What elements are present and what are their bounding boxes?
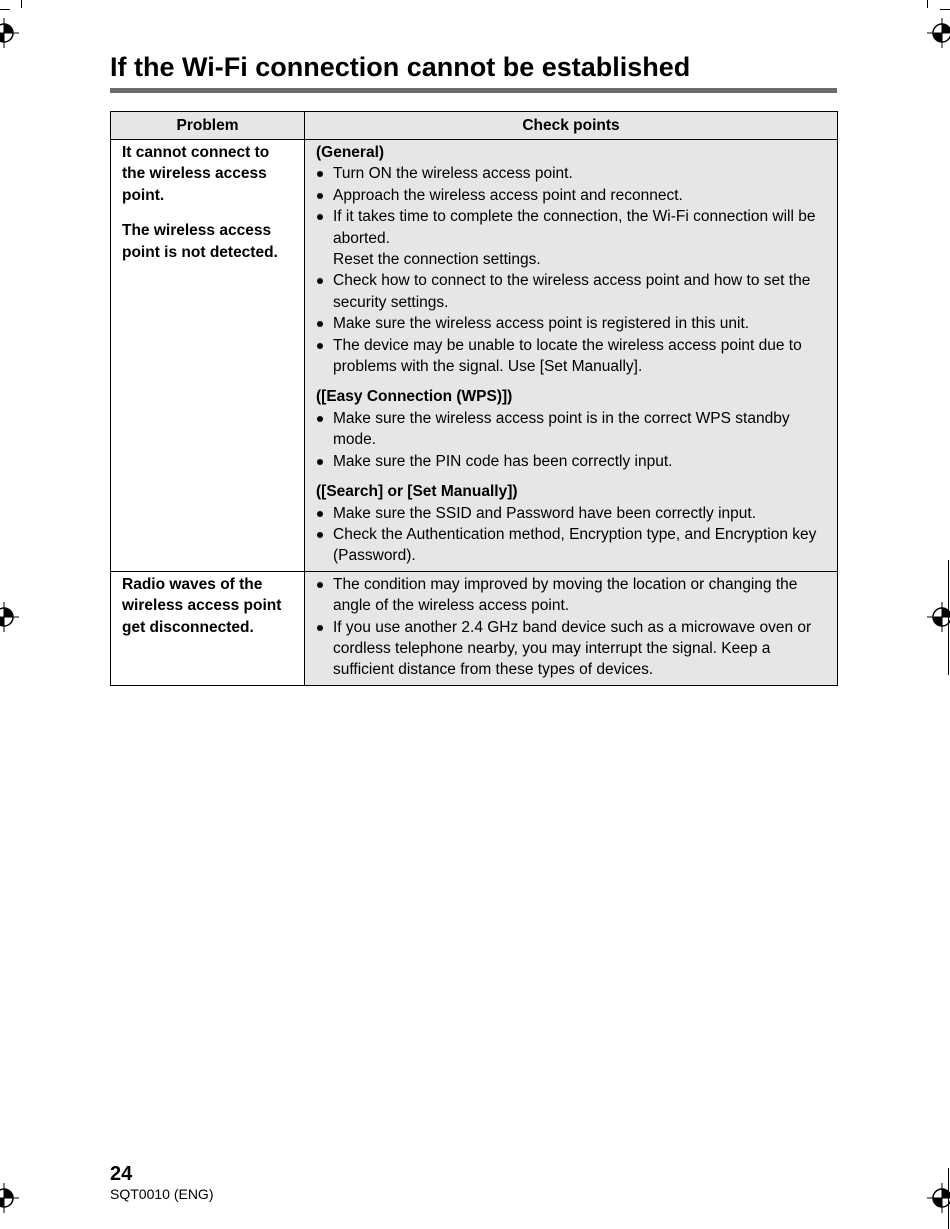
check-points-cell bbox=[305, 140, 838, 572]
check-section-radio bbox=[316, 574, 827, 681]
section-heading: ([Easy Connection (WPS)]) bbox=[316, 388, 513, 406]
table-header-row bbox=[111, 112, 838, 140]
crop-mark bbox=[21, 0, 22, 8]
crop-mark bbox=[940, 9, 950, 10]
registration-mark-icon bbox=[927, 18, 950, 48]
problem-cell bbox=[111, 571, 305, 685]
crop-mark bbox=[0, 9, 10, 10]
list-item: Make sure the SSID and Password have been correctly input. bbox=[316, 503, 827, 524]
registration-mark-icon bbox=[0, 1183, 19, 1213]
section-heading: ([Search] or [Set Manually]) bbox=[316, 483, 518, 501]
registration-mark-icon bbox=[927, 602, 950, 632]
list-item: Check the Authentication method, Encryption type, and Encryption key (Password). bbox=[316, 524, 827, 567]
table-row bbox=[111, 571, 838, 685]
title-underline bbox=[110, 88, 837, 93]
list-item: Check how to connect to the wireless access point and how to set the security settings. bbox=[316, 270, 827, 313]
check-section-wps bbox=[316, 386, 827, 472]
problem-text: Radio waves of the wireless access point get disconnected. bbox=[122, 575, 282, 636]
list-item-text: If it takes time to complete the connection, the Wi-Fi connection will be aborted. bbox=[333, 208, 816, 247]
page-number: 24 bbox=[110, 1163, 133, 1185]
page-title: If the Wi-Fi connection cannot be established bbox=[110, 52, 691, 82]
check-section-general bbox=[316, 142, 827, 377]
crop-mark bbox=[927, 0, 928, 8]
problem-cell bbox=[111, 140, 305, 572]
list-item: Make sure the PIN code has been correctly input. bbox=[316, 451, 827, 472]
registration-mark-icon bbox=[0, 602, 19, 632]
list-item: The device may be unable to locate the wireless access point due to problems with the signal. Use [Set Manually]. bbox=[316, 335, 827, 378]
list-item-note: Reset the connection settings. bbox=[333, 251, 541, 269]
document-code: SQT0010 (ENG) bbox=[110, 1186, 214, 1202]
list-item: Make sure the wireless access point is in the correct WPS standby mode. bbox=[316, 408, 827, 451]
check-list bbox=[316, 163, 827, 377]
check-list bbox=[316, 408, 827, 472]
registration-mark-icon bbox=[0, 18, 19, 48]
list-item bbox=[316, 206, 827, 270]
problem-text: It cannot connect to the wireless access point. bbox=[122, 144, 270, 204]
check-list bbox=[316, 574, 827, 681]
check-points-cell bbox=[305, 571, 838, 685]
problem-text: The wireless access point is not detected. bbox=[122, 222, 278, 261]
list-item: Make sure the wireless access point is registered in this unit. bbox=[316, 313, 827, 334]
troubleshooting-table bbox=[110, 111, 838, 686]
table-row bbox=[111, 140, 838, 572]
list-item: If you use another 2.4 GHz band device such as a microwave oven or cordless telephone nearby, you may interrupt the signal. Keep a sufficient distance from these types of devices. bbox=[316, 617, 827, 681]
list-item: The condition may improved by moving the location or changing the angle of the wireless access point. bbox=[316, 574, 827, 617]
section-heading: (General) bbox=[316, 144, 385, 161]
check-section-search bbox=[316, 481, 827, 567]
list-item: Approach the wireless access point and reconnect. bbox=[316, 185, 827, 206]
check-points-column-header: Check points bbox=[305, 112, 838, 140]
registration-mark-icon bbox=[927, 1183, 950, 1213]
problem-column-header: Problem bbox=[111, 112, 305, 140]
list-item: Turn ON the wireless access point. bbox=[316, 163, 827, 184]
check-list bbox=[316, 503, 827, 567]
